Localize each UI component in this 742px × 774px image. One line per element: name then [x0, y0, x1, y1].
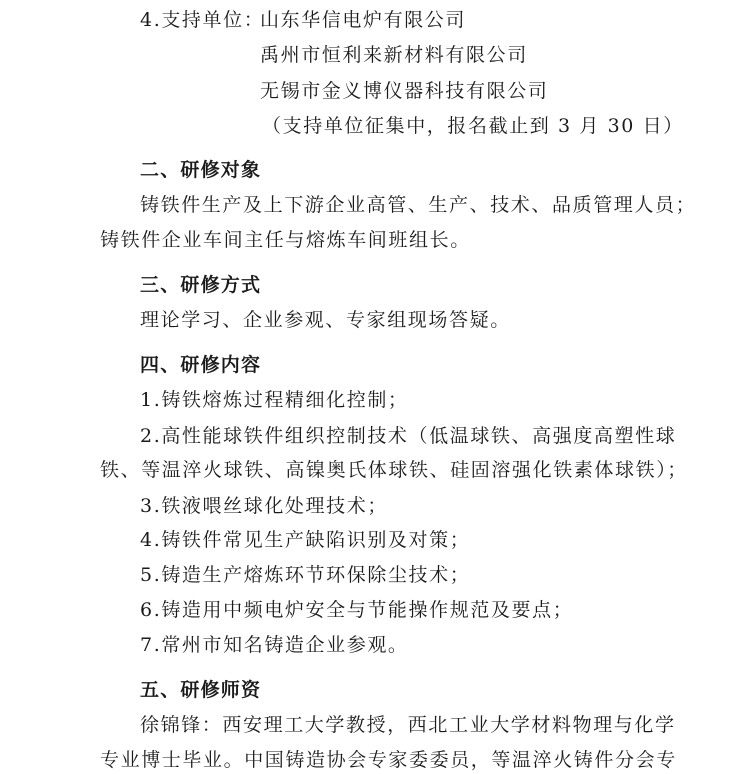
support-unit-1: 山东华信电炉有限公司: [260, 9, 467, 31]
paragraph-line: 徐锦锋：西安理工大学教授，西北工业大学材料物理与化学: [140, 714, 676, 736]
section-heading-faculty: 五、研修师资: [140, 679, 262, 701]
list-item: 4.铸铁件常见生产缺陷识别及对策；: [140, 529, 471, 551]
support-unit-2: 禹州市恒利来新材料有限公司: [260, 44, 528, 66]
support-units-label: 4.支持单位：: [140, 9, 265, 31]
list-item: 2.高性能球铁件组织控制技术（低温球铁、高强度高塑性球: [140, 425, 677, 447]
paragraph-line: 专业博士毕业。中国铸造协会专家委委员，等温淬火铸件分会专: [100, 749, 677, 771]
list-item: 5.铸造生产熔炼环节环保除尘技术；: [140, 564, 471, 586]
section-heading-content: 四、研修内容: [140, 354, 262, 376]
list-item: 3.铁液喂丝球化处理技术；: [140, 495, 388, 517]
list-item-continuation: 铁、等温淬火球铁、高镍奥氏体球铁、硅固溶强化铁素体球铁）；: [100, 459, 688, 481]
support-note: （支持单位征集中，报名截止到 3 月 30 日）: [262, 115, 684, 137]
list-item: 1.铸铁熔炼过程精细化控制；: [140, 389, 409, 411]
support-unit-3: 无锡市金义博仪器科技有限公司: [260, 80, 549, 102]
paragraph-line: 铸铁件生产及上下游企业高管、生产、技术、品质管理人员；: [140, 194, 697, 216]
section-heading-audience: 二、研修对象: [140, 159, 262, 181]
paragraph-line: 铸铁件企业车间主任与熔炼车间班组长。: [100, 229, 471, 251]
list-item: 6.铸造用中频电炉安全与节能操作规范及要点；: [140, 599, 574, 621]
list-item: 7.常州市知名铸造企业参观。: [140, 634, 409, 656]
paragraph-line: 理论学习、企业参观、专家组现场答疑。: [140, 309, 511, 331]
section-heading-method: 三、研修方式: [140, 274, 262, 296]
